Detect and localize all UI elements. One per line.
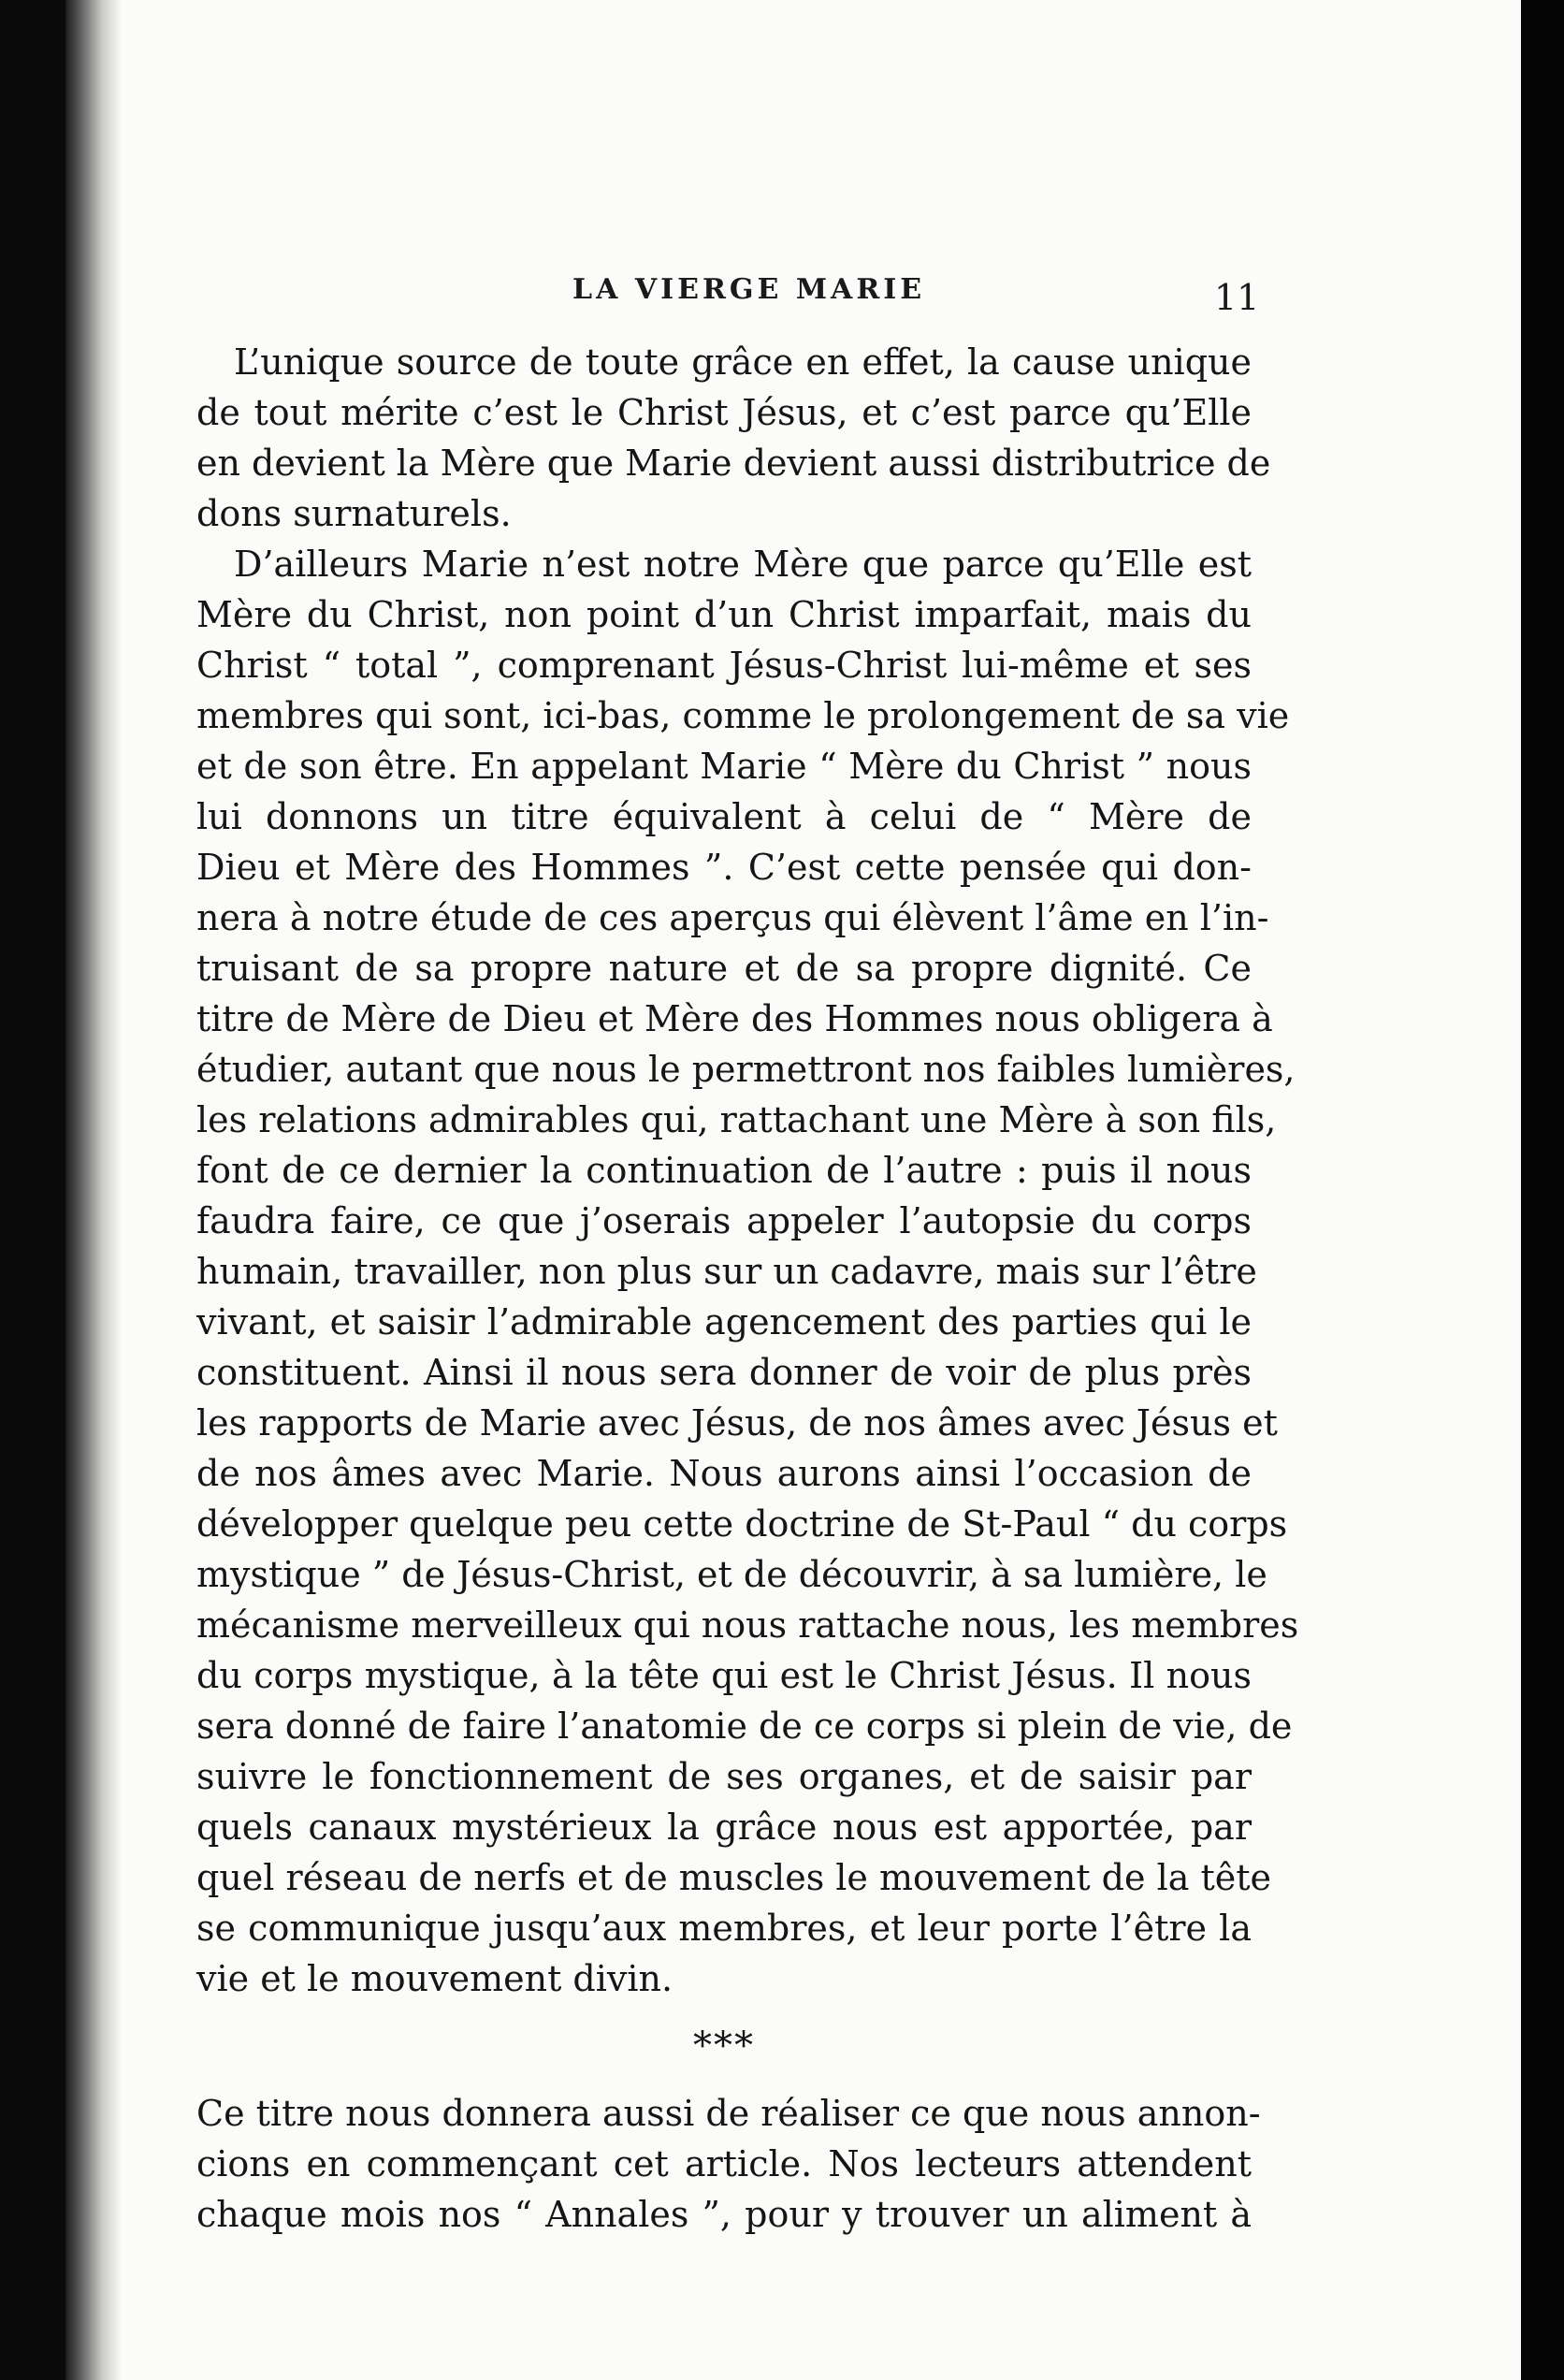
text-line: mécanisme merveilleux qui nous rattache nous, les membres: [196, 1604, 1299, 1646]
text-line: vivant, et saisir l’admirable agencement des parties qui le: [196, 1301, 1252, 1342]
text-line: les relations admirables qui, rattachant une Mère à son fils,: [196, 1099, 1277, 1140]
text-line: Dieu et Mère des Hommes ”. C’est cette pensée qui don-: [196, 847, 1252, 888]
text-line: nera à notre étude de ces aperçus qui élèvent l’âme en l’in-: [196, 897, 1269, 938]
section-separator: ***: [693, 2024, 755, 2068]
text-line: humain, travailler, non plus sur un cadavre, mais sur l’être: [196, 1251, 1257, 1292]
text-line: en devient la Mère que Marie devient aussi distributrice de: [196, 443, 1271, 484]
text-line: vie et le mouvement divin.: [196, 1958, 673, 1999]
text-line: de tout mérite c’est le Christ Jésus, et c’est parce qu’Elle: [196, 392, 1252, 433]
text-line: titre de Mère de Dieu et Mère des Hommes nous obligera à: [196, 998, 1273, 1039]
text-line: sera donné de faire l’anatomie de ce corps si plein de vie, de: [196, 1705, 1293, 1747]
text-line: dons surnaturels.: [196, 493, 512, 534]
text-line: Christ “ total ”, comprenant Jésus-Christ lui-même et ses: [196, 645, 1252, 686]
text-line: D’ailleurs Marie n’est notre Mère que parce qu’Elle est: [234, 544, 1252, 585]
text-line: étudier, autant que nous le permettront nos faibles lumières,: [196, 1049, 1296, 1090]
page-number: 11: [1214, 277, 1260, 318]
text-line: les rapports de Marie avec Jésus, de nos âmes avec Jésus et: [196, 1402, 1278, 1444]
text-line: quels canaux mystérieux la grâce nous est apportée, par: [196, 1807, 1252, 1848]
scan-right-edge: [1521, 0, 1564, 2380]
text-line: suivre le fonctionnement de ses organes, et de saisir par: [196, 1756, 1252, 1797]
text-line: chaque mois nos “ Annales ”, pour y trouver un aliment à: [196, 2194, 1252, 2235]
page-binding-shadow: [65, 0, 122, 2380]
text-line: constituent. Ainsi il nous sera donner de voir de plus près: [196, 1352, 1252, 1393]
running-head: LA VIERGE MARIE: [572, 273, 926, 306]
text-line: quel réseau de nerfs et de muscles le mouvement de la tête: [196, 1857, 1271, 1898]
text-line: se communique jusqu’aux membres, et leur porte l’être la: [196, 1908, 1252, 1949]
paragraph-1: [196, 337, 1271, 539]
text-line: mystique ” de Jésus-Christ, et de découvrir, à sa lumière, le: [196, 1554, 1267, 1595]
text-line: truisant de sa propre nature et de sa propre dignité. Ce: [196, 948, 1252, 989]
text-line: développer quelque peu cette doctrine de St-Paul “ du corps: [196, 1503, 1288, 1545]
body-text: [196, 337, 1299, 2240]
text-line: de nos âmes avec Marie. Nous aurons ainsi l’occasion de: [196, 1453, 1252, 1494]
text-line: font de ce dernier la continuation de l’autre : puis il nous: [196, 1150, 1252, 1191]
paragraph-2: [196, 539, 1299, 2004]
text-line: et de son être. En appelant Marie “ Mère du Christ ” nous: [196, 746, 1252, 787]
paragraph-3: [196, 2088, 1261, 2240]
text-line: cions en commençant cet article. Nos lecteurs attendent: [196, 2143, 1252, 2184]
text-line: du corps mystique, à la tête qui est le Christ Jésus. Il nous: [196, 1655, 1252, 1696]
text-line: Ce titre nous donnera aussi de réaliser ce que nous annon-: [196, 2093, 1261, 2134]
text-line: membres qui sont, ici-bas, comme le prolongement de sa vie: [196, 695, 1290, 736]
text-line: L’unique source de toute grâce en effet, la cause unique: [234, 341, 1252, 383]
text-line: lui donnons un titre équivalent à celui de “ Mère de: [196, 796, 1252, 837]
text-line: Mère du Christ, non point d’un Christ imparfait, mais du: [196, 594, 1252, 635]
text-line: faudra faire, ce que j’oserais appeler l’autopsie du corps: [196, 1200, 1252, 1241]
